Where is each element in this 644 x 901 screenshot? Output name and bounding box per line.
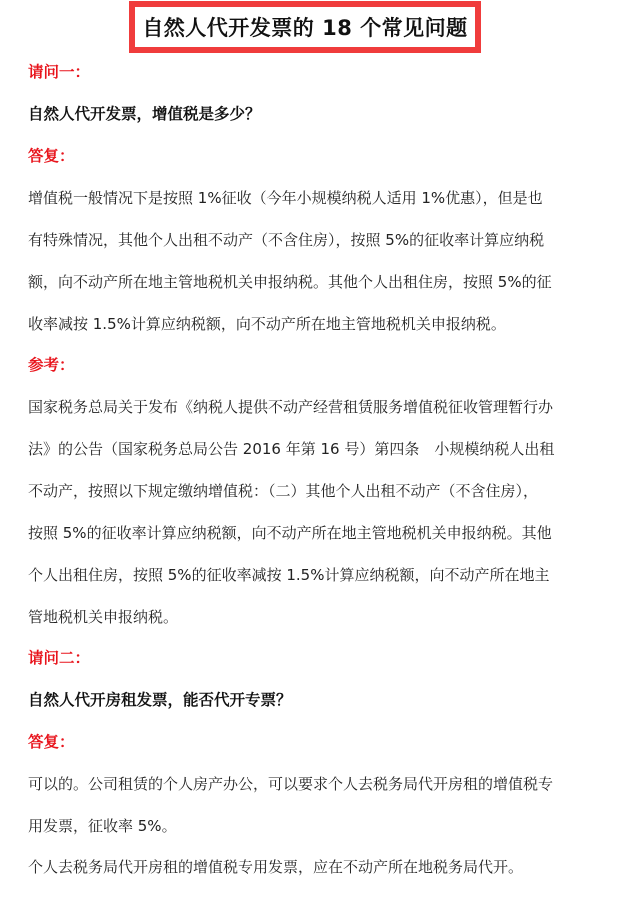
paragraph-line: 用发票，征收率 5%。 [28,817,177,835]
answer-paragraph [28,774,618,836]
paragraph-line: 国家税务总局关于发布《纳税人提供不动产经营租赁服务增值税征收管理暂行办 [28,398,554,416]
paragraph-line: 个人去税务局代开房租的增值税专用发票，应在不动产所在地税务局代开。 [28,858,524,876]
page-title: 自然人代开发票的 18 个常见问题 [142,16,468,40]
article-body [28,62,618,877]
answer-label: 答复： [28,733,75,751]
question-label: 请问二： [28,649,91,667]
paragraph-line: 管地税机关申报纳税。 [28,608,179,626]
paragraph-line: 可以的。公司租赁的个人房产办公，可以要求个人去税务局代开房租的增值税专 [28,775,554,793]
paragraph-line: 按照 5%的征收率计算应纳税额，向不动产所在地主管地税机关申报纳税。其他 [28,524,552,542]
paragraph-line: 个人出租住房，按照 5%的征收率减按 1.5%计算应纳税额，向不动产所在地主 [28,566,550,584]
paragraph-line: 额，向不动产所在地主管地税机关申报纳税。其他个人出租住房，按照 5%的征 [28,273,552,291]
question-text: 自然人代开发票，增值税是多少？ [28,105,261,123]
paragraph-line: 收率减按 1.5%计算应纳税额，向不动产所在地主管地税机关申报纳税。 [28,315,506,333]
answer-paragraph [28,188,618,334]
reference-label: 参考： [28,356,75,374]
paragraph-line: 法》的公告（国家税务总局公告 2016 年第 16 号）第四条 小规模纳税人出租 [28,440,555,458]
answer-extra-paragraph [28,857,618,877]
paragraph-line: 增值税一般情况下是按照 1%征收（今年小规模纳税人适用 1%优惠），但是也 [28,189,543,207]
answer-label: 答复： [28,147,75,165]
reference-paragraph [28,397,618,627]
title-box [129,1,481,53]
paragraph-line: 不动产，按照以下规定缴纳增值税：（二）其他个人出租不动产（不含住房）， [28,482,539,500]
question-text: 自然人代开房租发票，能否代开专票？ [28,691,292,709]
paragraph-line: 有特殊情况，其他个人出租不动产（不含住房），按照 5%的征收率计算应纳税 [28,231,545,249]
question-label: 请问一： [28,63,91,81]
